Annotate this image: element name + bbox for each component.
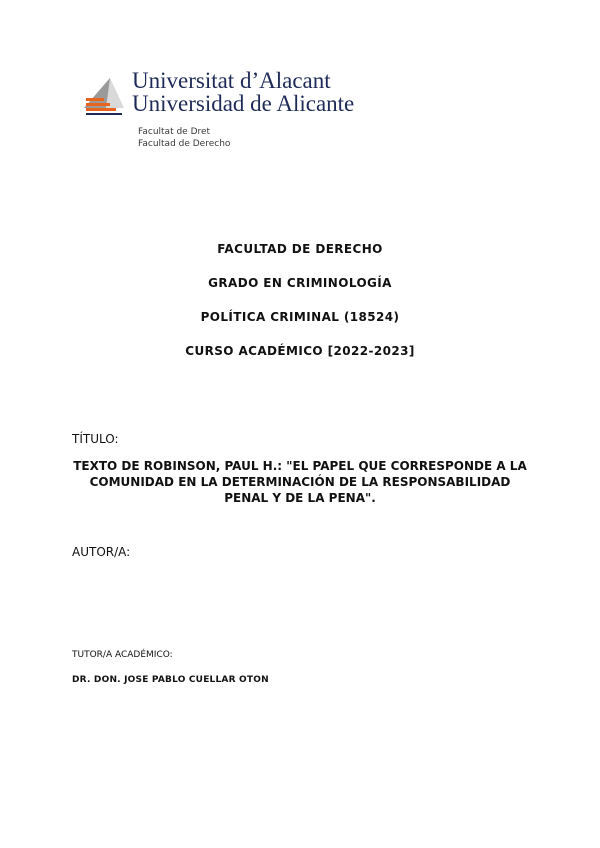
author-label: AUTOR/A: xyxy=(72,545,131,559)
document-title: TEXTO DE ROBINSON, PAUL H.: "EL PAPEL QUE CORRESPONDE A LA COMUNIDAD EN LA DETERMINACIÓN DE LA RESPONSABILIDAD PENAL Y DE LA PENA". xyxy=(73,459,527,505)
university-name-es: Universidad de Alicante xyxy=(132,91,355,116)
course-info xyxy=(0,241,600,377)
title-label: TÍTULO: xyxy=(72,432,119,446)
faculty-name-es: Facultad de Derecho xyxy=(138,139,231,149)
faculty-heading: FACULTAD DE DERECHO xyxy=(217,242,383,256)
university-name-block xyxy=(132,69,354,115)
degree-heading: GRADO EN CRIMINOLOGÍA xyxy=(208,276,392,290)
university-name-ca: Universitat d’Alacant xyxy=(132,68,331,93)
faculty-name-ca: Facultat de Dret xyxy=(138,127,211,137)
academic-year-heading: CURSO ACADÉMICO [2022-2023] xyxy=(185,344,415,358)
subject-heading: POLÍTICA CRIMINAL (18524) xyxy=(200,310,400,324)
tutor-name: DR. DON. JOSE PABLO CUELLAR OTON xyxy=(72,675,269,685)
faculty-name-block xyxy=(138,126,230,150)
university-logo xyxy=(80,68,360,162)
university-emblem-icon xyxy=(80,72,128,118)
tutor-label: TUTOR/A ACADÉMICO: xyxy=(72,650,173,660)
